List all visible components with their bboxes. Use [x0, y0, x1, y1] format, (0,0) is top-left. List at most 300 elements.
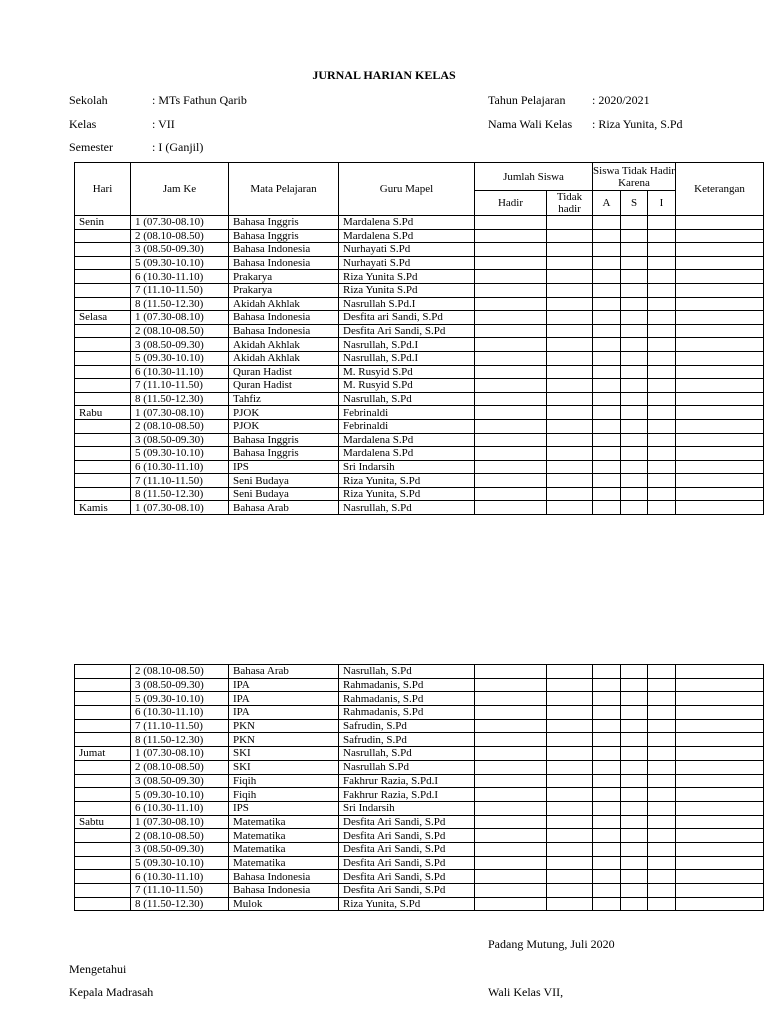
cell-tidak-hadir[interactable] [547, 406, 593, 420]
cell-tidak-hadir[interactable] [547, 270, 593, 284]
cell-s[interactable] [621, 406, 648, 420]
cell-hadir[interactable] [475, 897, 547, 911]
cell-s[interactable] [621, 842, 648, 856]
cell-keterangan[interactable] [676, 665, 764, 679]
cell-hadir[interactable] [475, 392, 547, 406]
cell-hadir[interactable] [475, 815, 547, 829]
cell-jam: 2 (08.10-08.50) [131, 665, 229, 679]
cell-mapel: Tahfiz [229, 392, 339, 406]
cell-s[interactable] [621, 338, 648, 352]
cell-hari [75, 760, 131, 774]
cell-i[interactable] [648, 243, 676, 257]
cell-i[interactable] [648, 297, 676, 311]
cell-s[interactable] [621, 229, 648, 243]
cell-jam: 1 (07.30-08.10) [131, 406, 229, 420]
cell-s[interactable] [621, 774, 648, 788]
table-row [75, 256, 764, 270]
cell-hadir[interactable] [475, 733, 547, 747]
cell-hadir[interactable] [475, 747, 547, 761]
cell-tidak-hadir[interactable] [547, 283, 593, 297]
cell-i[interactable] [648, 311, 676, 325]
cell-tidak-hadir[interactable] [547, 774, 593, 788]
cell-s[interactable] [621, 283, 648, 297]
cell-hari [75, 392, 131, 406]
cell-i[interactable] [648, 324, 676, 338]
cell-guru: Riza Yunita S.Pd [339, 283, 475, 297]
cell-a[interactable] [593, 270, 621, 284]
cell-hadir[interactable] [475, 256, 547, 270]
cell-s[interactable] [621, 815, 648, 829]
cell-keterangan[interactable] [676, 297, 764, 311]
cell-a[interactable] [593, 884, 621, 898]
cell-hadir[interactable] [475, 760, 547, 774]
cell-keterangan[interactable] [676, 351, 764, 365]
cell-s[interactable] [621, 392, 648, 406]
table-row [75, 733, 764, 747]
cell-keterangan[interactable] [676, 774, 764, 788]
cell-i[interactable] [648, 692, 676, 706]
cell-keterangan[interactable] [676, 719, 764, 733]
cell-mapel: Bahasa Arab [229, 501, 339, 515]
cell-i[interactable] [648, 815, 676, 829]
cell-tidak-hadir[interactable] [547, 324, 593, 338]
cell-guru: Riza Yunita S.Pd [339, 270, 475, 284]
cell-a[interactable] [593, 460, 621, 474]
cell-tidak-hadir[interactable] [547, 747, 593, 761]
cell-hadir[interactable] [475, 365, 547, 379]
cell-tidak-hadir[interactable] [547, 351, 593, 365]
cell-i[interactable] [648, 256, 676, 270]
cell-tidak-hadir[interactable] [547, 392, 593, 406]
cell-s[interactable] [621, 243, 648, 257]
cell-keterangan[interactable] [676, 433, 764, 447]
cell-s[interactable] [621, 460, 648, 474]
cell-jam: 1 (07.30-08.10) [131, 216, 229, 230]
cell-s[interactable] [621, 747, 648, 761]
cell-a[interactable] [593, 678, 621, 692]
cell-a[interactable] [593, 692, 621, 706]
cell-keterangan[interactable] [676, 856, 764, 870]
cell-s[interactable] [621, 678, 648, 692]
tahun-value: : 2020/2021 [592, 93, 650, 107]
cell-keterangan[interactable] [676, 842, 764, 856]
cell-i[interactable] [648, 229, 676, 243]
table-row [75, 311, 764, 325]
cell-s[interactable] [621, 897, 648, 911]
cell-i[interactable] [648, 406, 676, 420]
cell-keterangan[interactable] [676, 270, 764, 284]
cell-tidak-hadir[interactable] [547, 815, 593, 829]
cell-keterangan[interactable] [676, 311, 764, 325]
cell-guru: Mardalena S.Pd [339, 229, 475, 243]
cell-i[interactable] [648, 801, 676, 815]
cell-tidak-hadir[interactable] [547, 338, 593, 352]
cell-guru: Desfita Ari Sandi, S.Pd [339, 870, 475, 884]
cell-i[interactable] [648, 419, 676, 433]
cell-s[interactable] [621, 433, 648, 447]
cell-s[interactable] [621, 379, 648, 393]
cell-hari [75, 719, 131, 733]
header-guru: Guru Mapel [339, 163, 475, 216]
cell-hadir[interactable] [475, 270, 547, 284]
cell-s[interactable] [621, 788, 648, 802]
cell-keterangan[interactable] [676, 419, 764, 433]
cell-tidak-hadir[interactable] [547, 419, 593, 433]
cell-s[interactable] [621, 884, 648, 898]
cell-hadir[interactable] [475, 338, 547, 352]
cell-i[interactable] [648, 788, 676, 802]
cell-i[interactable] [648, 501, 676, 515]
cell-i[interactable] [648, 270, 676, 284]
table-row [75, 406, 764, 420]
cell-guru: Riza Yunita, S.Pd [339, 474, 475, 488]
cell-a[interactable] [593, 829, 621, 843]
cell-hadir[interactable] [475, 706, 547, 720]
cell-a[interactable] [593, 392, 621, 406]
cell-hadir[interactable] [475, 283, 547, 297]
cell-keterangan[interactable] [676, 788, 764, 802]
cell-a[interactable] [593, 842, 621, 856]
cell-hadir[interactable] [475, 719, 547, 733]
cell-i[interactable] [648, 760, 676, 774]
cell-s[interactable] [621, 692, 648, 706]
cell-s[interactable] [621, 419, 648, 433]
cell-a[interactable] [593, 338, 621, 352]
cell-tidak-hadir[interactable] [547, 678, 593, 692]
cell-guru: Desfita Ari Sandi, S.Pd [339, 324, 475, 338]
cell-keterangan[interactable] [676, 229, 764, 243]
cell-guru: Nasrullah, S.Pd [339, 665, 475, 679]
cell-hadir[interactable] [475, 774, 547, 788]
cell-jam: 7 (11.10-11.50) [131, 884, 229, 898]
cell-tidak-hadir[interactable] [547, 856, 593, 870]
cell-keterangan[interactable] [676, 733, 764, 747]
cell-i[interactable] [648, 870, 676, 884]
cell-hadir[interactable] [475, 870, 547, 884]
cell-keterangan[interactable] [676, 365, 764, 379]
cell-keterangan[interactable] [676, 801, 764, 815]
cell-i[interactable] [648, 842, 676, 856]
cell-a[interactable] [593, 229, 621, 243]
cell-a[interactable] [593, 216, 621, 230]
table-row [75, 365, 764, 379]
cell-tidak-hadir[interactable] [547, 447, 593, 461]
cell-guru: Mardalena S.Pd [339, 433, 475, 447]
cell-s[interactable] [621, 487, 648, 501]
cell-tidak-hadir[interactable] [547, 665, 593, 679]
cell-hari [75, 283, 131, 297]
cell-hari [75, 419, 131, 433]
table-row [75, 774, 764, 788]
cell-i[interactable] [648, 379, 676, 393]
cell-s[interactable] [621, 311, 648, 325]
cell-a[interactable] [593, 788, 621, 802]
table-row [75, 338, 764, 352]
cell-s[interactable] [621, 706, 648, 720]
cell-jam: 2 (08.10-08.50) [131, 324, 229, 338]
cell-keterangan[interactable] [676, 460, 764, 474]
cell-a[interactable] [593, 256, 621, 270]
cell-a[interactable] [593, 501, 621, 515]
cell-a[interactable] [593, 283, 621, 297]
cell-mapel: PJOK [229, 406, 339, 420]
cell-i[interactable] [648, 392, 676, 406]
cell-mapel: Akidah Akhlak [229, 338, 339, 352]
cell-tidak-hadir[interactable] [547, 897, 593, 911]
cell-tidak-hadir[interactable] [547, 801, 593, 815]
cell-hadir[interactable] [475, 678, 547, 692]
cell-tidak-hadir[interactable] [547, 229, 593, 243]
cell-a[interactable] [593, 433, 621, 447]
cell-hadir[interactable] [475, 856, 547, 870]
cell-s[interactable] [621, 447, 648, 461]
cell-tidak-hadir[interactable] [547, 256, 593, 270]
cell-s[interactable] [621, 733, 648, 747]
cell-i[interactable] [648, 747, 676, 761]
cell-hadir[interactable] [475, 406, 547, 420]
cell-guru: Mardalena S.Pd [339, 216, 475, 230]
cell-hari [75, 665, 131, 679]
cell-jam: 2 (08.10-08.50) [131, 229, 229, 243]
cell-hadir[interactable] [475, 243, 547, 257]
cell-hadir[interactable] [475, 297, 547, 311]
cell-tidak-hadir[interactable] [547, 842, 593, 856]
cell-tidak-hadir[interactable] [547, 719, 593, 733]
cell-a[interactable] [593, 324, 621, 338]
cell-a[interactable] [593, 351, 621, 365]
cell-hadir[interactable] [475, 829, 547, 843]
cell-guru: Nurhayati S.Pd [339, 256, 475, 270]
cell-keterangan[interactable] [676, 870, 764, 884]
cell-a[interactable] [593, 815, 621, 829]
cell-hadir[interactable] [475, 842, 547, 856]
cell-s[interactable] [621, 365, 648, 379]
cell-tidak-hadir[interactable] [547, 870, 593, 884]
cell-guru: Nasrullah S.Pd [339, 760, 475, 774]
cell-i[interactable] [648, 365, 676, 379]
cell-keterangan[interactable] [676, 706, 764, 720]
cell-s[interactable] [621, 270, 648, 284]
cell-hadir[interactable] [475, 487, 547, 501]
cell-keterangan[interactable] [676, 474, 764, 488]
cell-hadir[interactable] [475, 501, 547, 515]
cell-guru: Rahmadanis, S.Pd [339, 706, 475, 720]
cell-i[interactable] [648, 351, 676, 365]
cell-keterangan[interactable] [676, 379, 764, 393]
cell-hadir[interactable] [475, 692, 547, 706]
cell-i[interactable] [648, 884, 676, 898]
cell-tidak-hadir[interactable] [547, 474, 593, 488]
table-row [75, 801, 764, 815]
cell-a[interactable] [593, 447, 621, 461]
cell-hadir[interactable] [475, 351, 547, 365]
cell-tidak-hadir[interactable] [547, 733, 593, 747]
cell-keterangan[interactable] [676, 256, 764, 270]
cell-a[interactable] [593, 719, 621, 733]
cell-a[interactable] [593, 897, 621, 911]
cell-guru: Desfita Ari Sandi, S.Pd [339, 815, 475, 829]
cell-tidak-hadir[interactable] [547, 788, 593, 802]
cell-hari [75, 324, 131, 338]
cell-tidak-hadir[interactable] [547, 379, 593, 393]
cell-a[interactable] [593, 801, 621, 815]
cell-a[interactable] [593, 379, 621, 393]
cell-a[interactable] [593, 774, 621, 788]
cell-a[interactable] [593, 297, 621, 311]
cell-a[interactable] [593, 365, 621, 379]
cell-a[interactable] [593, 747, 621, 761]
cell-keterangan[interactable] [676, 338, 764, 352]
cell-tidak-hadir[interactable] [547, 760, 593, 774]
cell-keterangan[interactable] [676, 815, 764, 829]
cell-hadir[interactable] [475, 379, 547, 393]
cell-i[interactable] [648, 338, 676, 352]
cell-hadir[interactable] [475, 788, 547, 802]
cell-keterangan[interactable] [676, 392, 764, 406]
cell-tidak-hadir[interactable] [547, 829, 593, 843]
cell-i[interactable] [648, 283, 676, 297]
cell-hadir[interactable] [475, 801, 547, 815]
cell-hadir[interactable] [475, 433, 547, 447]
cell-keterangan[interactable] [676, 897, 764, 911]
cell-i[interactable] [648, 829, 676, 843]
cell-s[interactable] [621, 719, 648, 733]
cell-s[interactable] [621, 351, 648, 365]
cell-i[interactable] [648, 774, 676, 788]
cell-tidak-hadir[interactable] [547, 216, 593, 230]
cell-keterangan[interactable] [676, 829, 764, 843]
cell-keterangan[interactable] [676, 747, 764, 761]
cell-i[interactable] [648, 433, 676, 447]
cell-s[interactable] [621, 216, 648, 230]
cell-jam: 6 (10.30-11.10) [131, 801, 229, 815]
cell-tidak-hadir[interactable] [547, 692, 593, 706]
cell-keterangan[interactable] [676, 760, 764, 774]
cell-s[interactable] [621, 870, 648, 884]
cell-a[interactable] [593, 856, 621, 870]
cell-guru: Nurhayati S.Pd [339, 243, 475, 257]
kepala-madrasah-label: Kepala Madrasah [69, 985, 154, 999]
header-jam: Jam Ke [131, 163, 229, 216]
cell-keterangan[interactable] [676, 447, 764, 461]
cell-a[interactable] [593, 487, 621, 501]
table-row [75, 760, 764, 774]
cell-hari [75, 447, 131, 461]
cell-guru: Desfita Ari Sandi, S.Pd [339, 856, 475, 870]
cell-s[interactable] [621, 501, 648, 515]
table-row [75, 229, 764, 243]
cell-hadir[interactable] [475, 460, 547, 474]
cell-keterangan[interactable] [676, 243, 764, 257]
cell-hadir[interactable] [475, 665, 547, 679]
journal-table-page2 [74, 664, 764, 911]
table-row [75, 379, 764, 393]
cell-guru: Nasrullah S.Pd.I [339, 297, 475, 311]
cell-a[interactable] [593, 474, 621, 488]
cell-s[interactable] [621, 829, 648, 843]
cell-tidak-hadir[interactable] [547, 297, 593, 311]
cell-keterangan[interactable] [676, 283, 764, 297]
cell-jam: 3 (08.50-09.30) [131, 243, 229, 257]
cell-s[interactable] [621, 760, 648, 774]
table-row [75, 460, 764, 474]
cell-a[interactable] [593, 243, 621, 257]
cell-hadir[interactable] [475, 447, 547, 461]
cell-hadir[interactable] [475, 311, 547, 325]
cell-jam: 6 (10.30-11.10) [131, 270, 229, 284]
cell-tidak-hadir[interactable] [547, 706, 593, 720]
cell-s[interactable] [621, 474, 648, 488]
cell-a[interactable] [593, 706, 621, 720]
cell-i[interactable] [648, 216, 676, 230]
cell-mapel: SKI [229, 747, 339, 761]
cell-i[interactable] [648, 460, 676, 474]
cell-hari [75, 733, 131, 747]
cell-a[interactable] [593, 665, 621, 679]
cell-a[interactable] [593, 419, 621, 433]
cell-tidak-hadir[interactable] [547, 365, 593, 379]
cell-tidak-hadir[interactable] [547, 460, 593, 474]
cell-keterangan[interactable] [676, 324, 764, 338]
cell-hari [75, 229, 131, 243]
cell-i[interactable] [648, 474, 676, 488]
cell-keterangan[interactable] [676, 406, 764, 420]
cell-tidak-hadir[interactable] [547, 433, 593, 447]
cell-hadir[interactable] [475, 419, 547, 433]
cell-i[interactable] [648, 487, 676, 501]
cell-tidak-hadir[interactable] [547, 243, 593, 257]
cell-guru: Fakhrur Razia, S.Pd.I [339, 788, 475, 802]
cell-hari [75, 870, 131, 884]
cell-i[interactable] [648, 719, 676, 733]
cell-keterangan[interactable] [676, 501, 764, 515]
cell-hadir[interactable] [475, 216, 547, 230]
cell-keterangan[interactable] [676, 692, 764, 706]
cell-tidak-hadir[interactable] [547, 884, 593, 898]
cell-tidak-hadir[interactable] [547, 501, 593, 515]
cell-i[interactable] [648, 856, 676, 870]
cell-s[interactable] [621, 665, 648, 679]
cell-s[interactable] [621, 801, 648, 815]
cell-hadir[interactable] [475, 229, 547, 243]
cell-tidak-hadir[interactable] [547, 487, 593, 501]
cell-keterangan[interactable] [676, 487, 764, 501]
cell-s[interactable] [621, 856, 648, 870]
cell-a[interactable] [593, 733, 621, 747]
cell-a[interactable] [593, 311, 621, 325]
cell-i[interactable] [648, 447, 676, 461]
cell-a[interactable] [593, 870, 621, 884]
cell-i[interactable] [648, 733, 676, 747]
cell-a[interactable] [593, 760, 621, 774]
cell-hadir[interactable] [475, 884, 547, 898]
cell-tidak-hadir[interactable] [547, 311, 593, 325]
cell-hadir[interactable] [475, 324, 547, 338]
cell-s[interactable] [621, 297, 648, 311]
cell-hari [75, 433, 131, 447]
cell-s[interactable] [621, 324, 648, 338]
cell-keterangan[interactable] [676, 884, 764, 898]
cell-s[interactable] [621, 256, 648, 270]
cell-a[interactable] [593, 406, 621, 420]
cell-keterangan[interactable] [676, 678, 764, 692]
cell-hadir[interactable] [475, 474, 547, 488]
cell-keterangan[interactable] [676, 216, 764, 230]
cell-i[interactable] [648, 897, 676, 911]
cell-i[interactable] [648, 678, 676, 692]
cell-i[interactable] [648, 706, 676, 720]
cell-i[interactable] [648, 665, 676, 679]
